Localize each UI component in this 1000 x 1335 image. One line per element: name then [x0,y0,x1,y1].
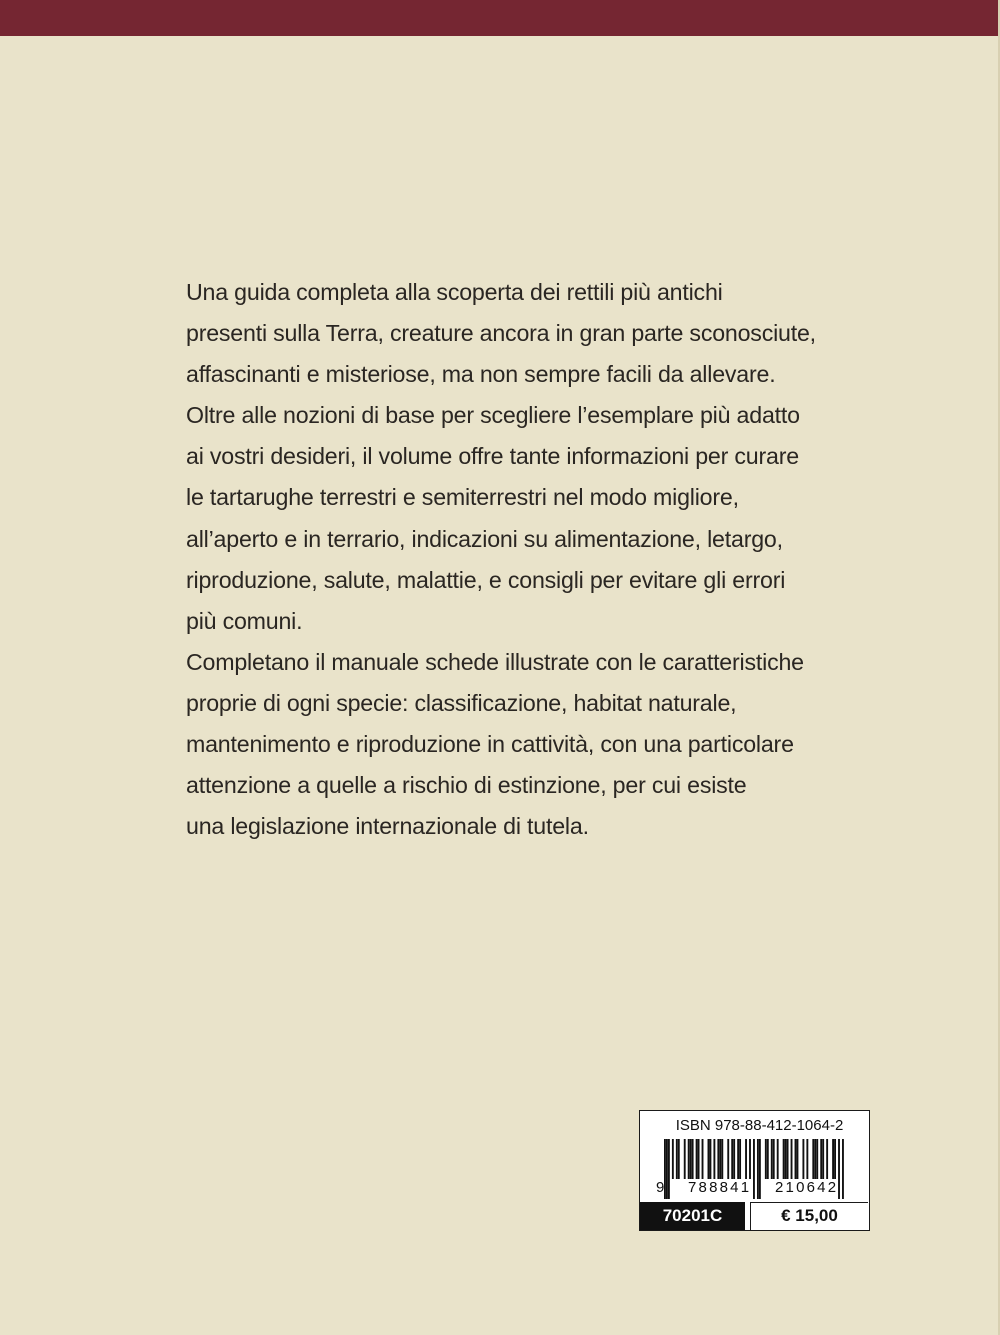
barcode-digits-left: 788841 [688,1179,752,1196]
blurb-line: all’aperto e in terrario, indicazioni su alimentazione, letargo, [186,525,783,552]
barcode-digits-right: 210642 [775,1179,839,1196]
blurb-line: ai vostri desideri, il volume offre tante informazioni per curare [186,443,799,470]
blurb-line: Una guida completa alla scoperta dei rettili più antichi [186,279,723,305]
price: € 15,00 [750,1202,868,1230]
blurb-line: presenti sulla Terra, creature ancora in gran parte sconosciute, [186,320,816,347]
blurb-line: affascinanti e misteriose, ma non sempre facili da allevare. [186,361,776,388]
isbn-barcode-box [639,1110,870,1231]
blurb-line: Oltre alle nozioni di base per scegliere l’esemplare più adatto [186,402,800,429]
blurb-line: attenzione a quelle a rischio di estinzione, per cui esiste [186,772,747,799]
blurb-line: mantenimento e riproduzione in cattività, con una particolare [186,731,794,758]
top-color-band [0,0,1000,36]
blurb-line: proprie di ogni specie: classificazione, habitat naturale, [186,689,737,716]
blurb-line: una legislazione internazionale di tutela. [186,813,589,840]
product-code: 70201C [640,1202,745,1230]
blurb-line: riproduzione, salute, malattie, e consigli per evitare gli errori [186,566,786,593]
barcode-digits [654,1179,859,1203]
barcode-digit-first: 9 [656,1179,665,1196]
back-cover-blurb [186,272,886,847]
blurb-line: più comuni. [186,607,303,634]
blurb-line: Completano il manuale schede illustrate con le caratteristiche [186,648,804,675]
blurb-line: le tartarughe terrestri e semiterrestri nel modo migliore, [186,484,739,511]
isbn-label: ISBN 978-88-412-1064-2 [675,1117,844,1134]
